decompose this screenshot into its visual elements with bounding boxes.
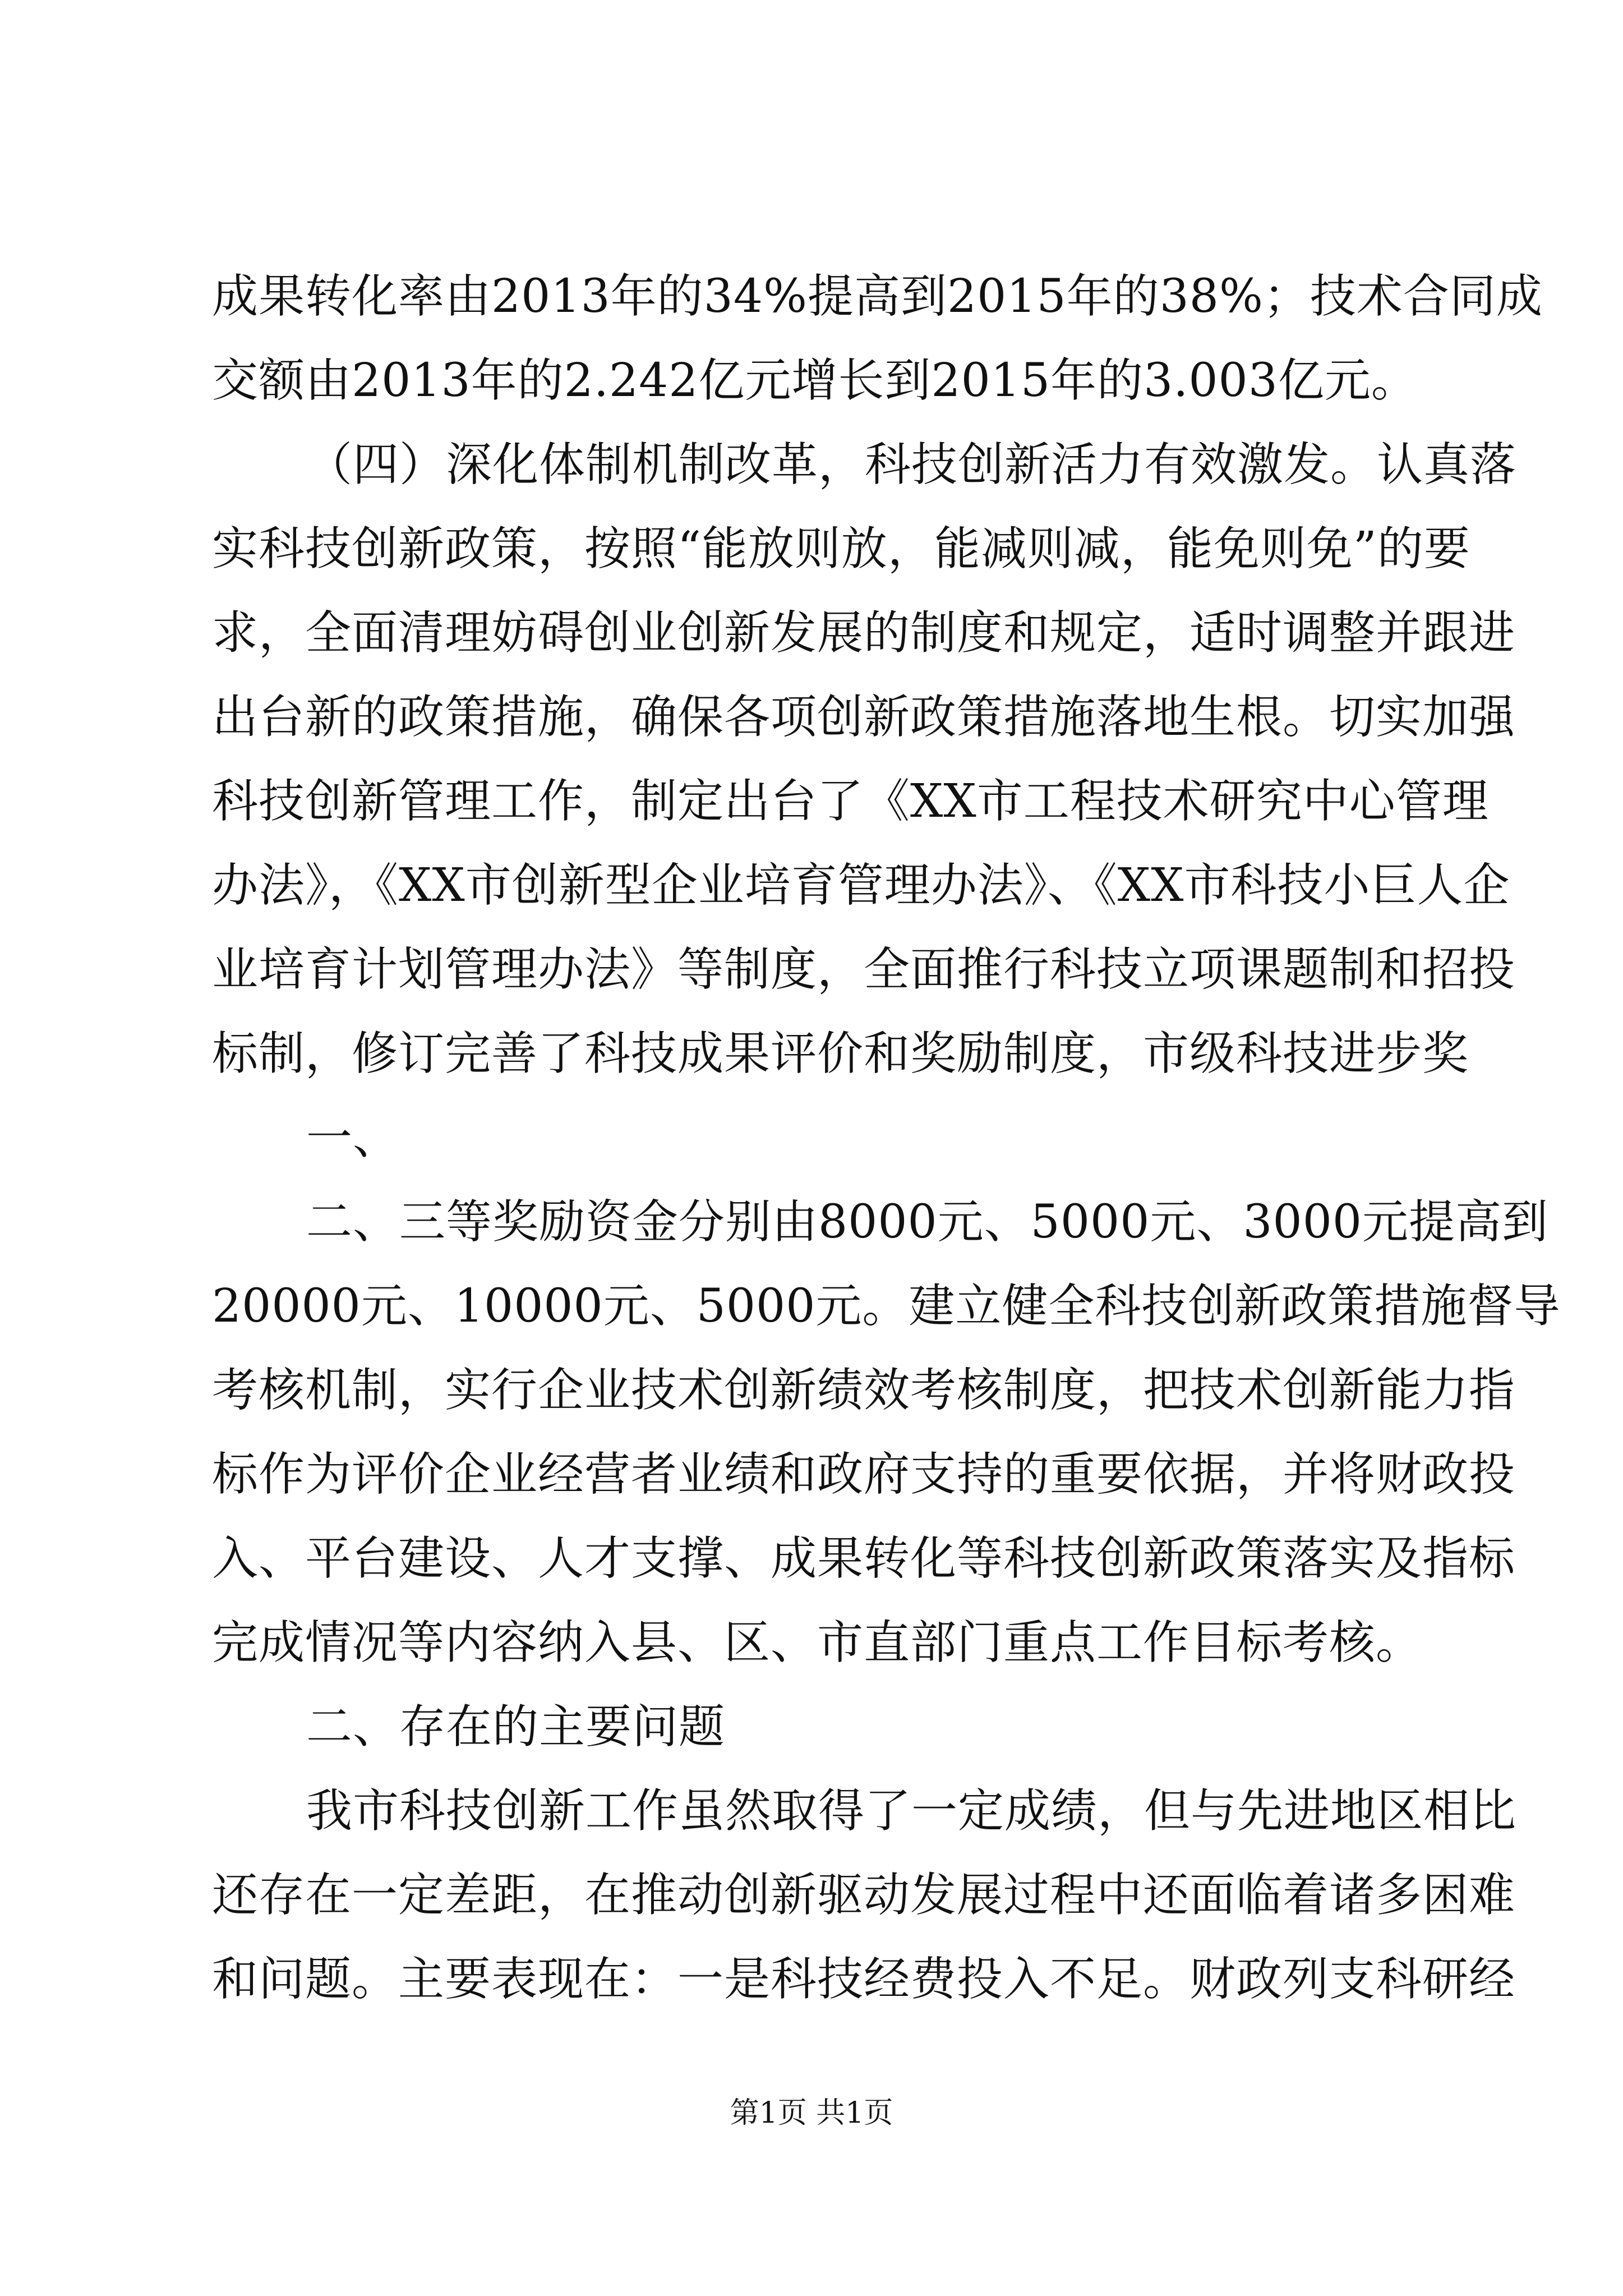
text-line: 出台新的政策措施，确保各项创新政策措施落地生根。切实加强 xyxy=(212,691,1516,744)
text-line: 考核机制，实行企业技术创新绩效考核制度，把技术创新能力指 xyxy=(212,1364,1516,1417)
text-line: 二、三等奖励资金分别由8000元、5000元、3000元提高到 xyxy=(306,1195,1549,1249)
text-line: 业培育计划管理办法》等制度，全面推行科技立项课题制和招投 xyxy=(212,943,1516,996)
text-line: 标制，修订完善了科技成果评价和奖励制度，市级科技进步奖 xyxy=(212,1027,1469,1080)
paragraph-achievement-figures xyxy=(212,255,1543,423)
text-line: （四）深化体制机制改革，科技创新活力有效激发。认真落 xyxy=(306,438,1517,491)
document-body xyxy=(212,255,1561,2022)
text-line: 20000元、10000元、5000元。建立健全科技创新政策措施督导 xyxy=(212,1280,1561,1333)
text-line: 标作为评价企业经营者业绩和政府支持的重要依据，并将财政投 xyxy=(212,1448,1516,1501)
text-line: 入、平台建设、人才支撑、成果转化等科技创新政策落实及指标 xyxy=(212,1532,1516,1585)
text-line: 办法》，《XX市创新型企业培育管理办法》、《XX市科技小巨人企 xyxy=(212,859,1510,912)
text-line: 科技创新管理工作，制定出台了《XX市工程技术研究中心管理 xyxy=(212,775,1489,828)
paragraph-numbering-fragment xyxy=(212,1096,1423,1180)
text-line: 一、 xyxy=(306,1111,400,1165)
text-line: 完成情况等内容纳入县、区、市直部门重点工作目标考核。 xyxy=(212,1616,1423,1669)
section-heading: 二、存在的主要问题 xyxy=(306,1700,726,1754)
paragraph-section-four xyxy=(212,423,1517,1096)
page-footer: 第1页 共1页 xyxy=(730,2096,893,2130)
text-line: 成果转化率由2013年的34%提高到2015年的38%；技术合同成 xyxy=(212,270,1543,323)
text-line: 实科技创新政策，按照“能放则放，能减则减，能免则免”的要 xyxy=(212,522,1470,576)
paragraph-award-funding xyxy=(212,1180,1561,1685)
text-line: 还存在一定差距，在推动创新驱动发展过程中还面临着诸多困难 xyxy=(212,1869,1516,1922)
paragraph-main-problems xyxy=(212,1769,1517,2022)
text-line: 交额由2013年的2.242亿元增长到2015年的3.003亿元。 xyxy=(212,354,1418,407)
text-line: 求，全面清理妨碍创业创新发展的制度和规定，适时调整并跟进 xyxy=(212,606,1516,660)
text-line: 我市科技创新工作虽然取得了一定成绩，但与先进地区相比 xyxy=(306,1784,1517,1838)
text-line: 和问题。主要表现在：一是科技经费投入不足。财政列支科研经 xyxy=(212,1953,1516,2006)
section-heading-main-problems xyxy=(212,1685,1423,1769)
